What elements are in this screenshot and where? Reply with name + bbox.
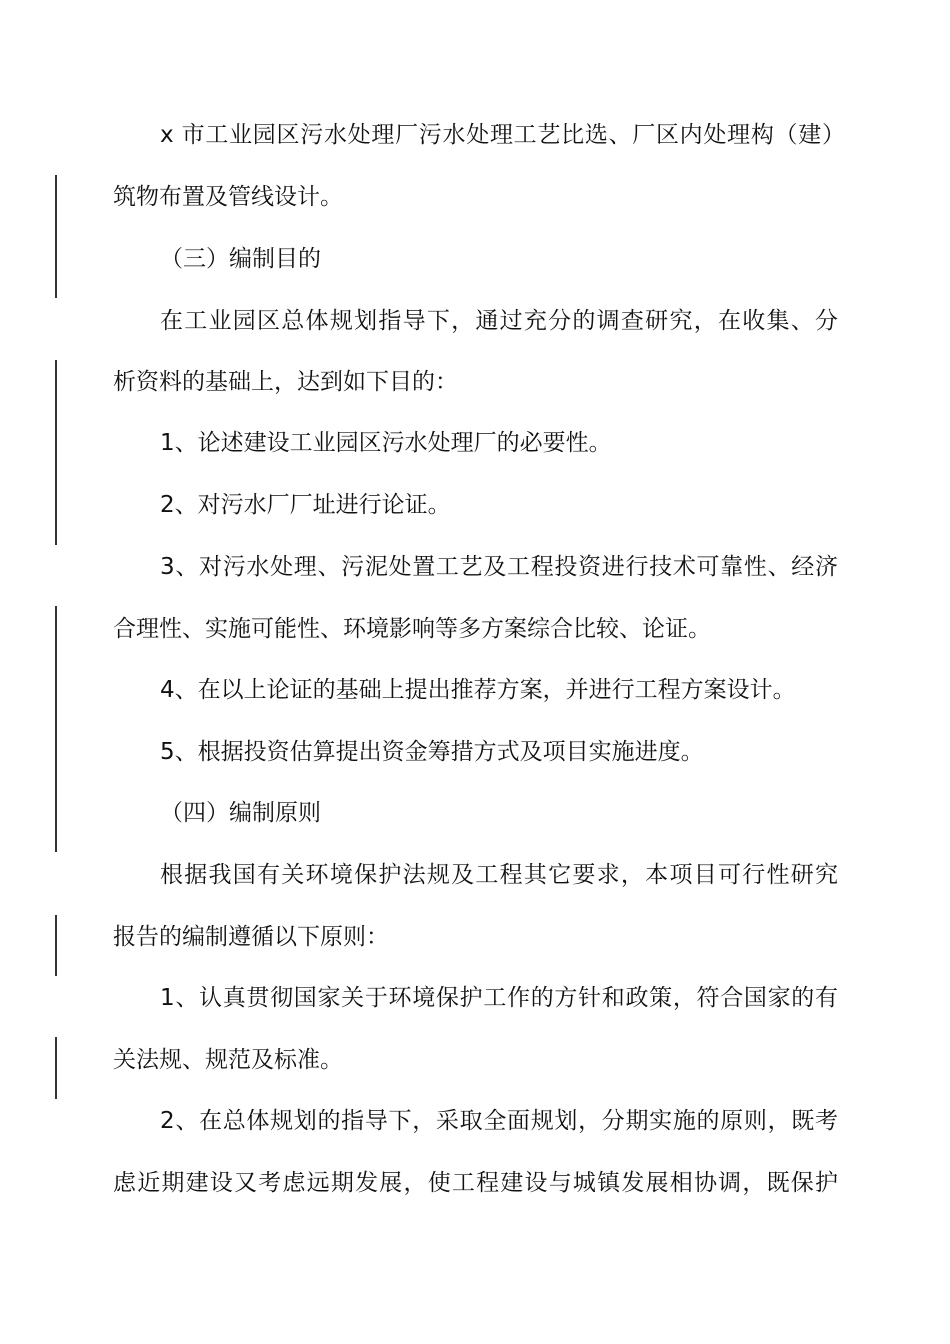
revision-bar [55,915,57,976]
revision-bar [55,175,57,298]
body-text-line: 析资料的基础上，达到如下目的： [113,369,458,395]
list-item: 4、在以上论证的基础上提出推荐方案，并进行工程方案设计。 [160,677,796,703]
list-item-continuation: 虑近期建设又考虑远期发展，使工程建设与城镇发展相协调，既保护 [113,1170,838,1196]
list-item: 2、对污水厂厂址进行论证。 [160,492,451,518]
body-text-line: 报告的编制遵循以下原则： [113,924,389,950]
list-item: 1、论述建设工业园区污水处理厂的必要性。 [160,430,612,456]
revision-bar [55,606,57,852]
list-item: 5、根据投资估算提出资金筹措方式及项目实施进度。 [160,739,704,765]
body-text-line: x 市工业园区污水处理厂污水处理工艺比选、厂区内处理构（建） [160,122,845,148]
list-item: 1、认真贯彻国家关于环境保护工作的方针和政策，符合国家的有 [160,985,838,1011]
body-text-line: 根据我国有关环境保护法规及工程其它要求，本项目可行性研究 [160,862,838,888]
revision-bar [55,1037,57,1099]
revision-bar [55,360,57,545]
list-item: 3、对污水处理、污泥处置工艺及工程投资进行技术可靠性、经济 [160,554,838,580]
section-heading: （四）编制原则 [160,800,321,826]
body-text-line: 在工业园区总体规划指导下，通过充分的调查研究，在收集、分 [160,308,838,334]
list-item-continuation: 合理性、实施可能性、环境影响等多方案综合比较、论证。 [113,616,711,642]
body-text-line: 筑物布置及管线设计。 [113,184,343,210]
section-heading: （三）编制目的 [160,246,321,272]
list-item-continuation: 关法规、规范及标准。 [113,1047,343,1073]
list-item: 2、在总体规划的指导下，采取全面规划，分期实施的原则，既考 [160,1108,838,1134]
